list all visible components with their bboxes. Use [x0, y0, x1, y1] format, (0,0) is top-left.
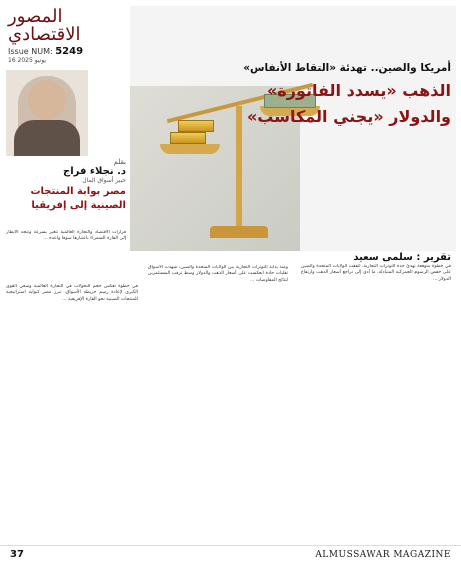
- headline-title-line2: والدولار «يجني المكاسب»: [246, 107, 451, 126]
- page-number: 37: [10, 549, 24, 560]
- report-byline: تقرير : سلمى سعيد: [353, 252, 451, 263]
- article-text-middle: ومنذ بداية التوترات التجارية بين الولايات المتحدة والصين، شهدت الأسواق تقلبات حادة انعكست على أسعار الذهب والدولار وسط ترقب المستثمرين لنتائج المفاوضات ...: [148, 265, 288, 283]
- issue-date: 16 يونيو 2025: [8, 57, 47, 64]
- issue-number: Issue NUM: 5249: [8, 46, 84, 57]
- magazine-logo: المصور الاقتصادي: [8, 6, 81, 45]
- column-text-left: في خطوة تعكس حجم التحولات في التجارة العالمية وسعي القوى الكبرى لإعادة رسم خريطة الأسواق، تبرز مصر كبوابة استراتيجية للمنتجات الصينية نحو القارة الإفريقية ...: [6, 284, 138, 302]
- columnist-photo: [6, 70, 88, 156]
- headline-kicker: أمريكا والصين.. تهدئة «التقاط الأنفاس»: [243, 62, 451, 74]
- scale-pan-gold: [160, 144, 220, 154]
- columnist-byline: [6, 158, 126, 184]
- article-text-right: في خطوة متوقعة تهدئ حدة التوترات التجارية، اتفقت الولايات المتحدة والصين على خفض الرسوم الجمركية المتبادلة، ما أدى إلى تراجع أسعار الذهب وارتفاع الدولار ...: [301, 264, 451, 282]
- byline-prefix: بقلم: [113, 158, 126, 166]
- page-footer: [0, 545, 461, 563]
- headline-title-line1: الذهب «يسدد الفاتورة»: [266, 81, 451, 100]
- gold-bar-icon: [170, 132, 206, 144]
- columnist-name: د. نجلاء فراج: [63, 166, 126, 177]
- gold-bar-icon: [178, 120, 214, 132]
- masthead: [8, 8, 128, 66]
- scale-base: [210, 226, 268, 238]
- headline-block: [241, 60, 451, 128]
- magazine-name: ALMUSSAWAR MAGAZINE: [315, 550, 451, 560]
- column-intro: قرارات الاقتصاد والتجارة العالمية تتغير بسرعة وتتجه الأنظار إلى القارة السمراء باعتبارها سوقا واعدة ...: [6, 230, 126, 242]
- columnist-role: خبير أسواق المال: [82, 177, 126, 184]
- column-title: مصر بوابة المنتجات الصينية إلى إفريقيا: [30, 186, 126, 211]
- hero-image: [130, 6, 456, 251]
